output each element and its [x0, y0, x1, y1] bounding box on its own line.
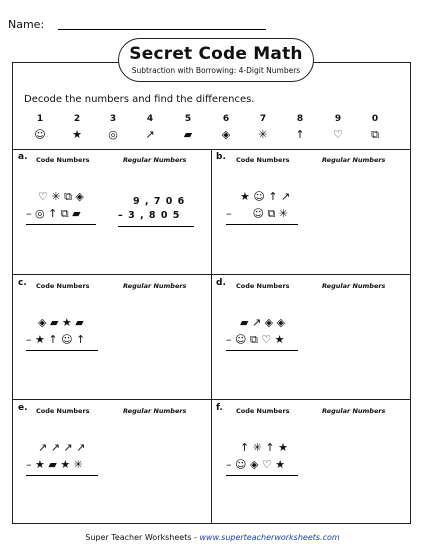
code-bottom-row: – ☺ ⧉ ♡ ★ — [226, 333, 285, 346]
code-numbers-header: Code Numbers — [236, 156, 290, 164]
key-item: 2 ★ — [62, 114, 92, 141]
name-field-line[interactable] — [58, 29, 266, 30]
problem-label: a. — [18, 152, 28, 162]
grid-divider-vertical — [211, 149, 212, 524]
key-item: 1 ☺ — [25, 114, 55, 141]
title-banner — [118, 38, 314, 82]
key-item: 4 ↗ — [135, 114, 165, 141]
smiley-icon: ☺ — [34, 128, 46, 141]
page-title: Secret Code Math — [129, 44, 303, 64]
regular-bottom-row: – 3 , 8 0 5 — [118, 210, 181, 221]
footer-link[interactable]: www.superteacherworksheets.com — [199, 533, 340, 542]
regular-numbers-header: Regular Numbers — [123, 282, 187, 290]
star-icon: ★ — [72, 128, 82, 141]
code-numbers-header: Code Numbers — [36, 156, 90, 164]
regular-numbers-header: Regular Numbers — [322, 407, 386, 415]
footer — [0, 533, 425, 542]
instructions-text: Decode the numbers and find the differences. — [24, 94, 255, 105]
code-bottom-row: – ★ ▰ ★ ✳ — [26, 458, 83, 471]
answer-line[interactable] — [118, 226, 194, 227]
key-item: 9 ♡ — [323, 114, 353, 141]
code-top-row: ♡ ✳ ⧉ ◈ — [38, 190, 84, 203]
regular-numbers-header: Regular Numbers — [322, 282, 386, 290]
answer-line — [226, 350, 298, 351]
diamond-icon: ◈ — [221, 128, 231, 141]
answer-line — [26, 224, 96, 225]
answer-line — [26, 475, 98, 476]
code-numbers-header: Code Numbers — [36, 282, 90, 290]
problem-label: f. — [216, 403, 223, 413]
problem-label: d. — [216, 278, 226, 288]
problem-label: c. — [18, 278, 27, 288]
key-item: 6 ◈ — [211, 114, 241, 141]
answer-line — [226, 475, 298, 476]
code-bottom-row: – ★ ↑ ☺ ↑ — [26, 333, 86, 346]
regular-numbers-header: Regular Numbers — [123, 156, 187, 164]
up-arrow-icon: ↑ — [295, 128, 305, 141]
asterisk-icon: ✳ — [258, 128, 268, 141]
parallelogram-icon: ▰ — [183, 128, 193, 141]
code-bottom-row: – ☺ ◈ ♡ ★ — [226, 458, 286, 471]
key-item: 5 ▰ — [173, 114, 203, 141]
code-top-row: ◈ ▰ ★ ▰ — [38, 316, 84, 329]
code-top-row: ↗ ↗ ↗ ↗ — [38, 441, 86, 454]
heart-icon: ♡ — [333, 128, 343, 141]
lightning-icon: ↗ — [145, 128, 155, 141]
page-subtitle: Subtraction with Borrowing: 4-Digit Numbers — [131, 66, 301, 75]
regular-numbers-header: Regular Numbers — [322, 156, 386, 164]
regular-numbers-header: Regular Numbers — [123, 407, 187, 415]
squares-icon: ⧉ — [371, 128, 379, 141]
answer-line — [26, 350, 98, 351]
regular-top-row: 9 , 7 0 6 — [133, 196, 186, 207]
code-numbers-header: Code Numbers — [236, 282, 290, 290]
code-top-row: ↑ ✳ ↑ ★ — [240, 441, 289, 454]
code-numbers-header: Code Numbers — [236, 407, 290, 415]
key-item: 3 ◎ — [98, 114, 128, 141]
key-item: 7 ✳ — [248, 114, 278, 141]
code-bottom-row: – ☺ ⧉ ✳ — [226, 207, 289, 220]
code-numbers-header: Code Numbers — [36, 407, 90, 415]
problem-label: b. — [216, 152, 226, 162]
code-bottom-row: – ◎ ↑ ⧉ ▰ — [26, 207, 81, 220]
key-item: 0 ⧉ — [360, 114, 390, 142]
footer-brand: Super Teacher Worksheets - — [85, 533, 200, 542]
problem-label: e. — [18, 403, 28, 413]
spiral-icon: ◎ — [108, 128, 118, 141]
answer-line — [226, 224, 298, 225]
code-top-row: ▰ ↗ ◈ ◈ — [240, 316, 286, 329]
code-top-row: ★ ☺ ↑ ↗ — [240, 190, 291, 203]
key-item: 8 ↑ — [285, 114, 315, 141]
name-label: Name: — [8, 18, 45, 31]
